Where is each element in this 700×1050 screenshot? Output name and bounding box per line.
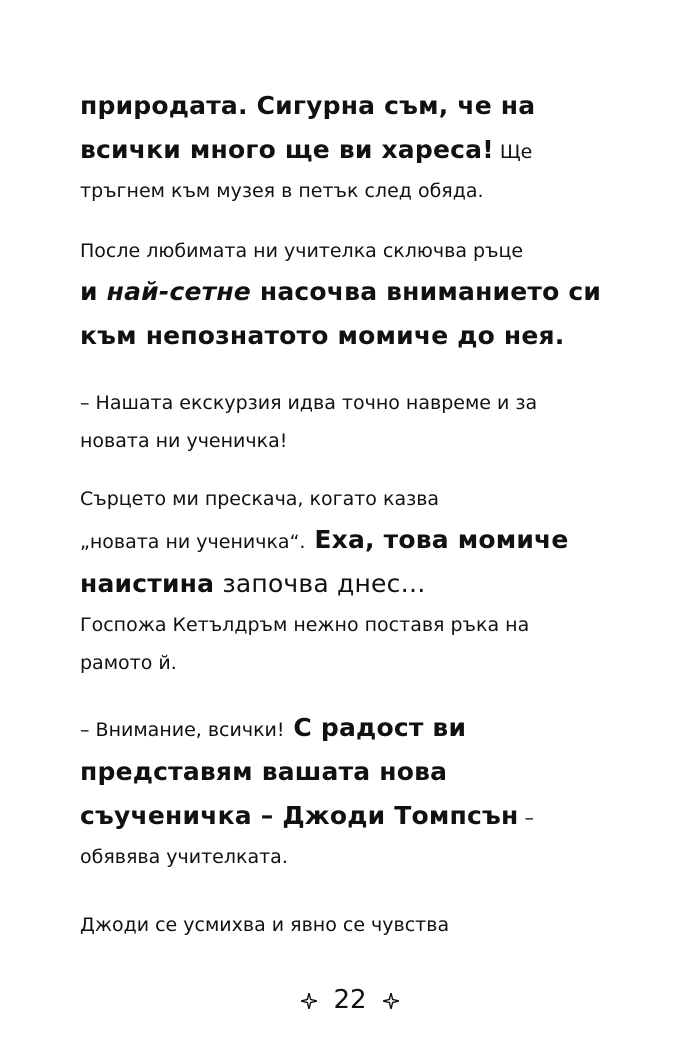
text-span-small: – [518, 807, 535, 829]
text-span: започва днес… [214, 569, 426, 598]
text-line: – Нашата екскурзия идва точно навреме и за [80, 392, 538, 414]
text-line [80, 518, 640, 562]
text-span-italic: най-сетне [106, 277, 251, 306]
text-line: Госпожа Кетълдръм нежно поставя ръка на [80, 614, 530, 636]
text-line: природата. Сигурна съм, че на [80, 91, 536, 120]
text-line [80, 128, 640, 172]
text-line: После любимата ни учителка сключва ръце [80, 240, 524, 262]
paragraph-6 [80, 906, 640, 944]
text-span: и [80, 277, 107, 306]
text-line: Джоди се усмихва и явно се чувства [80, 914, 450, 936]
four-point-star-icon [301, 993, 317, 1009]
page-number: 22 [333, 985, 367, 1015]
text-span-small: Ще [493, 141, 533, 163]
four-point-star-icon [383, 993, 399, 1009]
paragraph-4 [80, 480, 640, 682]
text-line: тръгнем към музея в петък след обяда. [80, 180, 484, 202]
text-line [80, 706, 640, 750]
paragraph-5 [80, 706, 640, 876]
text-span: насочва вниманието си [250, 277, 602, 306]
text-span-small: – Внимание, всички! [80, 719, 285, 741]
text-line: към непознатото момиче до нея. [80, 321, 565, 350]
paragraph-2 [80, 232, 640, 358]
text-line [80, 562, 640, 606]
text-line: представям вашата нова [80, 757, 448, 786]
text-span-small: „новата ни ученичка“. [80, 531, 306, 553]
text-line: Сърцето ми прескача, когато казва [80, 488, 440, 510]
text-span-large: Еха, това момиче [305, 525, 569, 554]
text-span-large: наистина [80, 569, 215, 598]
paragraph-3 [80, 384, 640, 460]
text-span-large: съученичка – Джоди Томпсън [80, 801, 519, 830]
text-line [80, 794, 640, 838]
page-footer [0, 980, 700, 1020]
text-line [80, 270, 640, 314]
text-line: новата ни ученичка! [80, 430, 288, 452]
text-span-large: С радост ви [284, 713, 467, 742]
text-line: рамото й. [80, 652, 177, 674]
paragraph-1 [80, 84, 640, 210]
text-span-large: всички много ще ви хареса! [80, 135, 494, 164]
text-line: обявява учителката. [80, 846, 288, 868]
